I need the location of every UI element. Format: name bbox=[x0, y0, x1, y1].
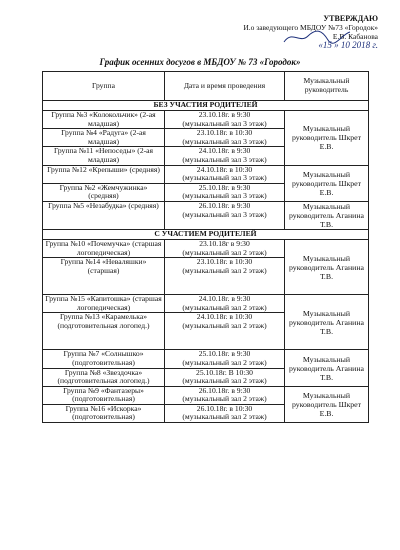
group-cell: Группа №11 «Непоседы» (2-ая младшая) bbox=[43, 147, 165, 165]
date-cell: 24.10.18г. в 10:30 (музыкальный зал 2 этаж) bbox=[165, 313, 285, 350]
approval-date: «15 » 10 2018 г. bbox=[318, 40, 378, 50]
director-cell: Музыкальный руководитель Аганина Т.В. bbox=[285, 201, 369, 229]
date-cell: 24.10.18г. в 10:30 (музыкальный зал 3 этаж) bbox=[165, 165, 285, 183]
section-row bbox=[43, 101, 369, 111]
date-cell: 26.10.18г. в 10:30 (музыкальный зал 2 этаж) bbox=[165, 404, 285, 422]
group-cell: Группа №4 «Радуга» (2-ая младшая) bbox=[43, 129, 165, 147]
date-cell: 25.10.18г. в 9:30 (музыкальный зал 3 этаж) bbox=[165, 183, 285, 201]
group-cell: Группа №2 «Жемчужинка» (средняя) bbox=[43, 183, 165, 201]
group-cell: Группа №5 «Незабудка» (средняя) bbox=[43, 201, 165, 229]
header-director: Музыкальный руководитель bbox=[285, 72, 369, 101]
header-date: Дата и время проведения bbox=[165, 72, 285, 101]
table-row bbox=[43, 295, 369, 313]
date-cell: 23.10.18г в 9:30 (музыкальный зал 2 этаж) bbox=[165, 239, 285, 257]
table-header-row bbox=[43, 72, 369, 101]
director-cell: Музыкальный руководитель Аганина Т.В. bbox=[285, 350, 369, 386]
group-cell: Группа №14 «Неваляшки» (старшая) bbox=[43, 258, 165, 295]
group-cell: Группа №10 «Почемучка» (старшая логопедическая) bbox=[43, 239, 165, 257]
date-cell: 25.10.18г. в 9:30 (музыкальный зал 2 этаж) bbox=[165, 350, 285, 368]
table-row bbox=[43, 386, 369, 404]
group-cell: Группа №3 «Колокольчик» (2-ая младшая) bbox=[43, 111, 165, 129]
group-cell: Группа №7 «Солнышко» (подготовительная) bbox=[43, 350, 165, 368]
group-cell: Группа №12 «Крепыши» (средняя) bbox=[43, 165, 165, 183]
approval-heading: УТВЕРЖДАЮ bbox=[323, 14, 378, 23]
table-row bbox=[43, 239, 369, 257]
date-cell: 24.10.18г. в 9:30 (музыкальный зал 3 этаж) bbox=[165, 147, 285, 165]
document-title: График осенних досугов в МБДОУ № 73 «Городок» bbox=[99, 57, 301, 67]
group-cell: Группа №9 «Фантазеры» (подготовительная) bbox=[43, 386, 165, 404]
date-cell: 23.10.18г. в 10:30 (музыкальный зал 2 этаж) bbox=[165, 258, 285, 295]
date-cell: 23.10.18г. в 10:30 (музыкальный зал 3 этаж) bbox=[165, 129, 285, 147]
group-cell: Группа №16 «Искорка» (подготовительная) bbox=[43, 404, 165, 422]
approval-position: И.о заведующего МБДОУ №73 «Городок» bbox=[243, 23, 378, 32]
table-row bbox=[43, 165, 369, 183]
section-with-parents: С УЧАСТИЕМ РОДИТЕЛЕЙ bbox=[43, 229, 369, 239]
date-cell: 23.10.18г. в 9:30 (музыкальный зал 3 этаж) bbox=[165, 111, 285, 129]
signature bbox=[282, 28, 352, 46]
date-cell: 25.10.18г. В 10:30 (музыкальный зал 2 этаж) bbox=[165, 368, 285, 386]
director-cell: Музыкальный руководитель Аганина Т.В. bbox=[285, 239, 369, 294]
director-cell: Музыкальный руководитель Шкрет Е.В. bbox=[285, 386, 369, 422]
director-cell: Музыкальный руководитель Шкрет Е.В. bbox=[285, 165, 369, 201]
header-group: Группа bbox=[43, 72, 165, 101]
table-row bbox=[43, 201, 369, 229]
group-cell: Группа №8 «Звездочка» (подготовительная логопед.) bbox=[43, 368, 165, 386]
director-cell: Музыкальный руководитель Аганина Т.В. bbox=[285, 295, 369, 350]
date-cell: 26.10.18г. в 9:30 (музыкальный зал 2 этаж) bbox=[165, 386, 285, 404]
approval-name: Е.В. Кабанова bbox=[332, 32, 378, 41]
group-cell: Группа №13 «Карамелька» (подготовительная логопед.) bbox=[43, 313, 165, 350]
section-row bbox=[43, 229, 369, 239]
schedule-table bbox=[42, 71, 369, 423]
director-cell: Музыкальный руководитель Шкрет Е.В. bbox=[285, 111, 369, 166]
group-cell: Группа №15 «Капитошка» (старшая логопедическая) bbox=[43, 295, 165, 313]
table-row bbox=[43, 111, 369, 129]
table-row bbox=[43, 350, 369, 368]
section-without-parents: БЕЗ УЧАСТИЯ РОДИТЕЛЕЙ bbox=[43, 101, 369, 111]
date-cell: 24.10.18г. в 9:30 (музыкальный зал 2 этаж) bbox=[165, 295, 285, 313]
date-cell: 26.10.18г. в 9:30 (музыкальный зал 3 этаж) bbox=[165, 201, 285, 229]
